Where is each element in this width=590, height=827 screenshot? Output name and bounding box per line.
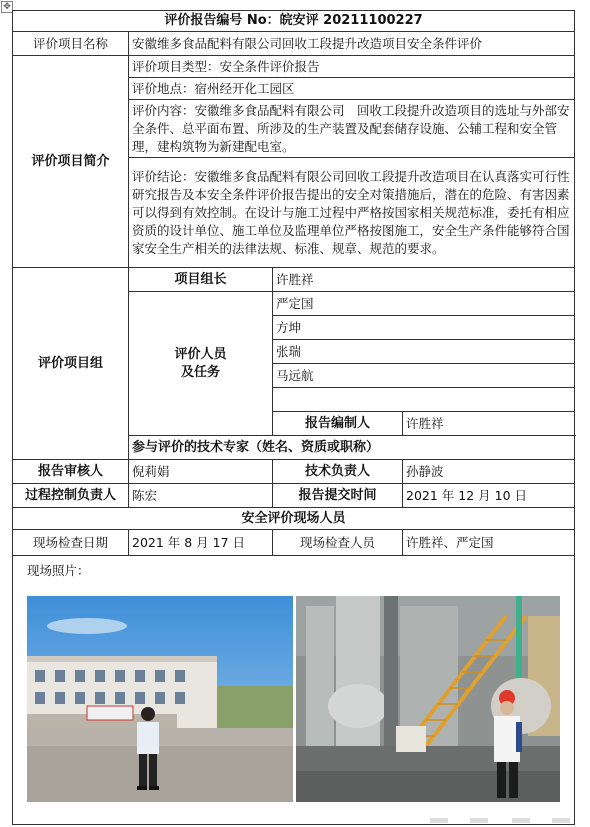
inspect-date-label: 现场检查日期 (13, 530, 129, 556)
process-lead-name: 陈宏 (129, 484, 273, 508)
tech-lead-label: 技术负责人 (273, 460, 403, 484)
member-1: 严定国 (273, 292, 575, 316)
photos-cell (13, 556, 575, 825)
evaluation-report-table (12, 10, 575, 825)
submit-date: 2021 年 12 月 10 日 (403, 484, 575, 508)
reviewer-label: 报告审核人 (13, 460, 129, 484)
site-photo-plant (296, 596, 560, 802)
member-5 (273, 388, 575, 412)
project-name: 安徽维多食品配料有限公司回收工段提升改造项目安全条件评价 (129, 32, 575, 56)
intro-content: 评价内容：安徽维多食品配料有限公司 回收工段提升改造项目的选址与外部安全条件、总平面布置、所涉及的生产装置及配套储存设施、公辅工程和安全管理，建构筑物为新建配电室。 (129, 100, 575, 158)
site-staff-title: 安全评价现场人员 (13, 508, 575, 530)
inspectors: 许胜祥、严定国 (403, 530, 575, 556)
team-label: 评价项目组 (13, 268, 129, 460)
leader-name: 许胜祥 (273, 268, 575, 292)
inspect-date: 2021 年 8 月 17 日 (129, 530, 273, 556)
photos-label: 现场照片： (27, 563, 90, 578)
author-name: 许胜祥 (403, 412, 575, 436)
page-footer-marks (12, 818, 574, 824)
table-move-handle-icon[interactable]: ✥ (1, 1, 13, 13)
members-label: 评价人员 及任务 (129, 292, 273, 436)
process-lead-label: 过程控制负责人 (13, 484, 129, 508)
project-name-label: 评价项目名称 (13, 32, 129, 56)
intro-type: 评价项目类型：安全条件评价报告 (129, 56, 575, 78)
author-label: 报告编制人 (273, 412, 403, 436)
member-2: 方坤 (273, 316, 575, 340)
reviewer-name: 倪莉娟 (129, 460, 273, 484)
submit-date-label: 报告提交时间 (273, 484, 403, 508)
intro-location: 评价地点：宿州经开化工园区 (129, 78, 575, 100)
tech-lead-name: 孙静波 (403, 460, 575, 484)
site-photo-building (27, 596, 293, 802)
experts-label: 参与评价的技术专家（姓名、资质或职称） (129, 436, 575, 460)
intro-label: 评价项目简介 (13, 56, 129, 268)
intro-conclusion: 评价结论：安徽维多食品配料有限公司回收工段提升改造项目在认真落实可行性研究报告及本安全条件评价报告提出的安全对策措施后，潜在的危险、有害因素可以得到有效控制。在设计与施工过程中严格按国家相关规范标准，委托有相应资质的设计单位、施工单位及监理单位严格按图施工，安全生产条件能够符合国家安全生产相关的法律法规、标准、规章、规范的要求。 (129, 158, 575, 268)
member-4: 马远航 (273, 364, 575, 388)
inspectors-label: 现场检查人员 (273, 530, 403, 556)
leader-label: 项目组长 (129, 268, 273, 292)
report-number: 评价报告编号 No：皖安评 20211100227 (13, 11, 575, 32)
member-3: 张瑞 (273, 340, 575, 364)
